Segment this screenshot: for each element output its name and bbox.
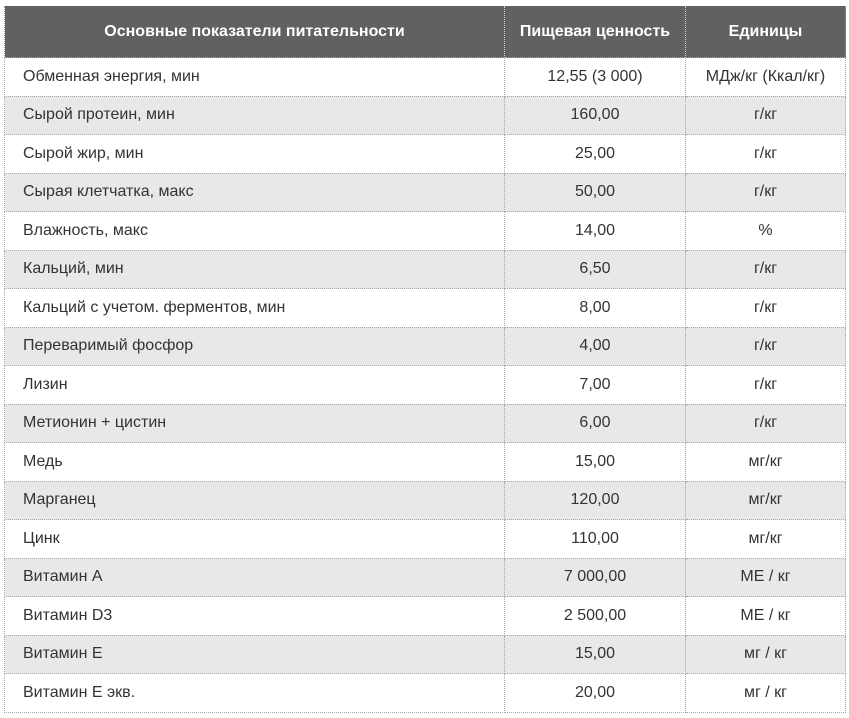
- cell-unit: г/кг: [686, 366, 846, 405]
- cell-nutritional-value: 2 500,00: [505, 597, 686, 636]
- table-row: [5, 173, 846, 212]
- table-header: [5, 6, 846, 58]
- cell-nutritional-value: 15,00: [505, 635, 686, 674]
- table-row: [5, 58, 846, 97]
- cell-unit: мг/кг: [686, 443, 846, 482]
- cell-nutritional-value: 25,00: [505, 135, 686, 174]
- cell-nutritional-value: 50,00: [505, 173, 686, 212]
- cell-indicator-name: Кальций с учетом. ферментов, мин: [5, 289, 505, 328]
- cell-unit: МЕ / кг: [686, 558, 846, 597]
- nutrition-table: [4, 6, 846, 713]
- cell-indicator-name: Витамин Е экв.: [5, 674, 505, 713]
- cell-indicator-name: Обменная энергия, мин: [5, 58, 505, 97]
- header-indicator: Основные показатели питательности: [5, 6, 505, 58]
- cell-unit: мг/кг: [686, 481, 846, 520]
- table-row: [5, 366, 846, 405]
- cell-unit: г/кг: [686, 135, 846, 174]
- table-row: [5, 96, 846, 135]
- table-body: [5, 58, 846, 713]
- cell-nutritional-value: 7 000,00: [505, 558, 686, 597]
- cell-nutritional-value: 6,00: [505, 404, 686, 443]
- table-row: [5, 520, 846, 559]
- cell-unit: г/кг: [686, 404, 846, 443]
- cell-indicator-name: Влажность, макс: [5, 212, 505, 251]
- cell-nutritional-value: 20,00: [505, 674, 686, 713]
- cell-unit: г/кг: [686, 250, 846, 289]
- header-unit: Единицы: [686, 6, 846, 58]
- cell-unit: г/кг: [686, 327, 846, 366]
- cell-nutritional-value: 120,00: [505, 481, 686, 520]
- cell-nutritional-value: 15,00: [505, 443, 686, 482]
- cell-indicator-name: Витамин Е: [5, 635, 505, 674]
- cell-indicator-name: Сырой жир, мин: [5, 135, 505, 174]
- cell-indicator-name: Сырой протеин, мин: [5, 96, 505, 135]
- header-row: [5, 6, 846, 58]
- table-row: [5, 558, 846, 597]
- cell-indicator-name: Метионин + цистин: [5, 404, 505, 443]
- cell-indicator-name: Кальций, мин: [5, 250, 505, 289]
- table-row: [5, 443, 846, 482]
- table-row: [5, 404, 846, 443]
- header-value: Пищевая ценность: [505, 6, 686, 58]
- cell-indicator-name: Марганец: [5, 481, 505, 520]
- cell-nutritional-value: 12,55 (3 000): [505, 58, 686, 97]
- cell-nutritional-value: 160,00: [505, 96, 686, 135]
- cell-nutritional-value: 14,00: [505, 212, 686, 251]
- cell-nutritional-value: 6,50: [505, 250, 686, 289]
- table-row: [5, 481, 846, 520]
- table-row: [5, 135, 846, 174]
- cell-unit: мг / кг: [686, 674, 846, 713]
- cell-nutritional-value: 110,00: [505, 520, 686, 559]
- cell-nutritional-value: 4,00: [505, 327, 686, 366]
- cell-nutritional-value: 8,00: [505, 289, 686, 328]
- table-row: [5, 250, 846, 289]
- cell-unit: МДж/кг (Ккал/кг): [686, 58, 846, 97]
- cell-indicator-name: Витамин А: [5, 558, 505, 597]
- table-row: [5, 289, 846, 328]
- table-row: [5, 597, 846, 636]
- cell-indicator-name: Витамин D3: [5, 597, 505, 636]
- table-row: [5, 327, 846, 366]
- table-row: [5, 635, 846, 674]
- cell-unit: мг / кг: [686, 635, 846, 674]
- cell-indicator-name: Цинк: [5, 520, 505, 559]
- cell-unit: мг/кг: [686, 520, 846, 559]
- cell-unit: г/кг: [686, 173, 846, 212]
- cell-unit: МЕ / кг: [686, 597, 846, 636]
- cell-unit: г/кг: [686, 289, 846, 328]
- cell-indicator-name: Медь: [5, 443, 505, 482]
- cell-nutritional-value: 7,00: [505, 366, 686, 405]
- cell-unit: г/кг: [686, 96, 846, 135]
- cell-unit: %: [686, 212, 846, 251]
- cell-indicator-name: Переваримый фосфор: [5, 327, 505, 366]
- cell-indicator-name: Сырая клетчатка, макс: [5, 173, 505, 212]
- table-row: [5, 674, 846, 713]
- table-row: [5, 212, 846, 251]
- cell-indicator-name: Лизин: [5, 366, 505, 405]
